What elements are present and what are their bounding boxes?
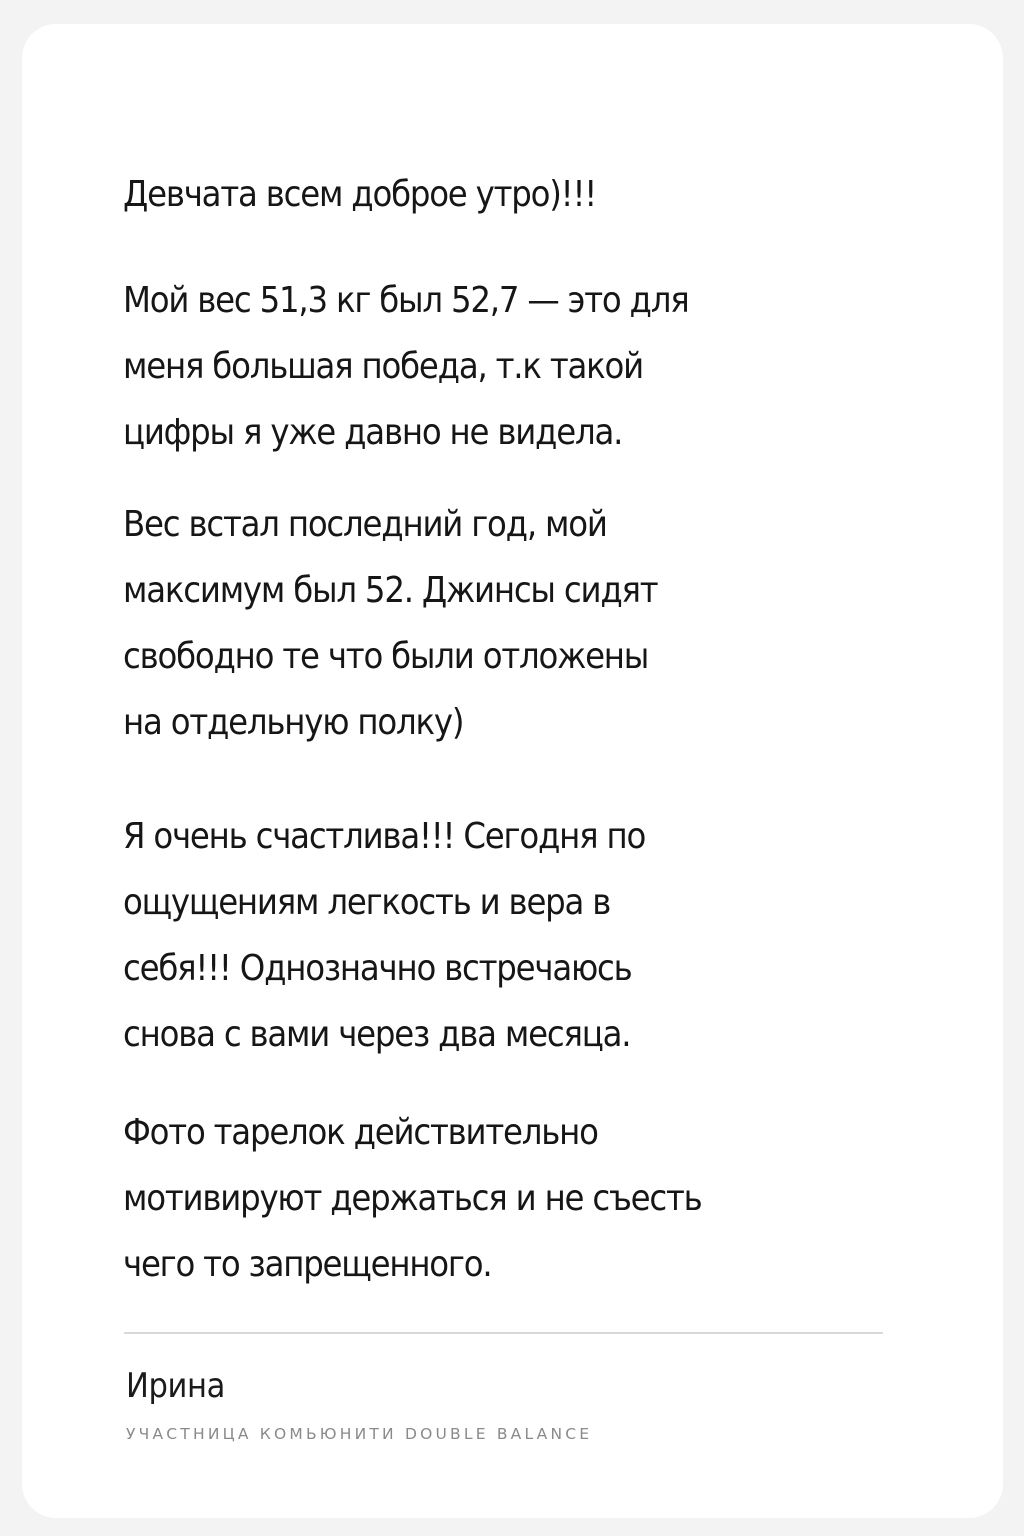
author-role: УЧАСТНИЦА КОМЬЮНИТИ DOUBLE BALANCE bbox=[126, 1425, 593, 1443]
text-line: на отдельную полку) bbox=[123, 702, 464, 743]
text-line: Фото тарелок действительно bbox=[123, 1112, 598, 1153]
text-line: меня большая победа, т.к такой bbox=[123, 346, 643, 387]
text-line: снова с вами через два месяца. bbox=[123, 1014, 631, 1055]
text-line: Мой вес 51,3 кг был 52,7 — это для bbox=[123, 280, 689, 321]
text-line: цифры я уже давно не видела. bbox=[123, 412, 623, 453]
text-line: себя!!! Однозначно встречаюсь bbox=[123, 948, 632, 989]
author-name: Ирина bbox=[126, 1366, 225, 1406]
text-line: Девчата всем доброе утро)!!! bbox=[123, 174, 596, 215]
text-line: мотивируют держаться и не съесть bbox=[123, 1178, 702, 1219]
paragraph-greeting bbox=[123, 162, 596, 228]
text-line: Вес встал последний год, мой bbox=[123, 504, 607, 545]
text-line: Я очень счастлива!!! Сегодня по bbox=[123, 816, 646, 857]
text-line: ощущениям легкость и вера в bbox=[123, 882, 611, 923]
text-line: максимум был 52. Джинсы сидят bbox=[123, 570, 658, 611]
text-line: чего то запрещенного. bbox=[123, 1244, 492, 1285]
paragraph-photos bbox=[123, 1100, 702, 1298]
text-line: свободно те что были отложены bbox=[123, 636, 649, 677]
paragraph-plateau bbox=[123, 492, 657, 756]
paragraph-happiness bbox=[123, 804, 645, 1068]
paragraph-weight bbox=[123, 268, 689, 466]
divider bbox=[124, 1332, 883, 1334]
